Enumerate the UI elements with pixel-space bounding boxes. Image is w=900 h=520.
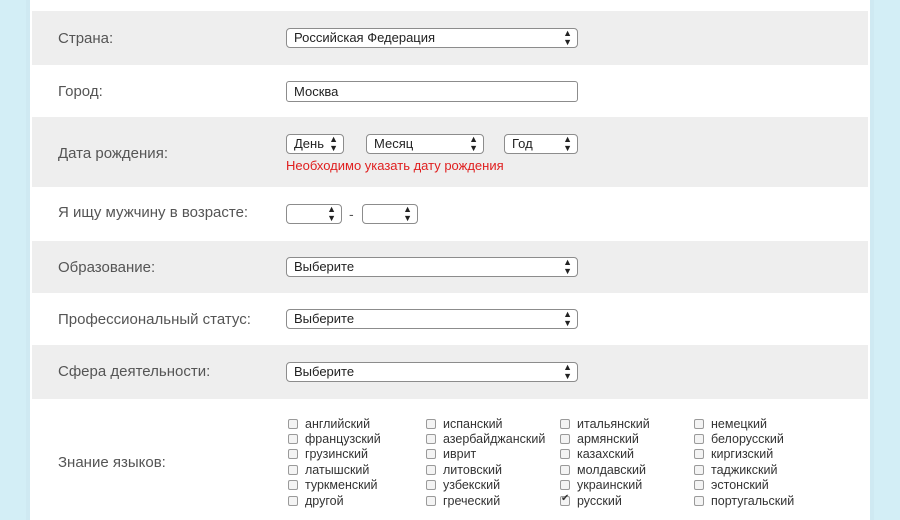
language-option[interactable] [560,478,642,493]
birth-year-select[interactable] [504,134,578,154]
languages-label: Знание языков: [58,454,166,471]
checkbox-icon[interactable] [560,434,570,444]
language-option-label: греческий [443,493,501,508]
birth-day-select[interactable] [286,134,344,154]
checkbox-icon[interactable] [426,465,436,475]
checkbox-icon[interactable] [426,496,436,506]
checkbox-icon[interactable] [288,465,298,475]
checkbox-icon[interactable] [288,449,298,459]
language-option[interactable] [426,462,502,477]
age-range-separator: - [349,206,354,222]
language-option[interactable] [560,416,650,431]
updown-arrows-icon: ▲ ▼ [403,204,412,223]
checkbox-icon[interactable] [426,480,436,490]
language-option-label: туркменский [305,478,378,493]
seeking-age-label: Я ищу мужчину в возрасте: [58,204,249,221]
language-option[interactable] [694,431,784,446]
language-option[interactable] [288,431,381,446]
language-option[interactable] [694,493,794,508]
language-option-label: французский [305,431,381,446]
checkbox-icon[interactable] [288,480,298,490]
checkbox-icon[interactable] [694,480,704,490]
city-input-value: Москва [294,84,339,99]
language-option-label: английский [305,416,371,431]
checkbox-icon[interactable] [426,434,436,444]
language-option[interactable] [426,493,500,508]
sphere-label: Сфера деятельности: [58,363,211,380]
row-city [32,65,868,117]
profession-select[interactable] [286,309,578,329]
row-profession [32,293,868,345]
updown-arrows-icon: ▲ ▼ [469,134,478,153]
birth-month-select[interactable] [366,134,484,154]
language-option[interactable] [560,431,639,446]
language-option[interactable] [426,478,500,493]
checkbox-icon[interactable] [426,449,436,459]
language-option[interactable] [694,478,769,493]
language-option-label: грузинский [305,447,368,462]
language-option-label: испанский [443,416,503,431]
country-select-value: Российская Федерация [294,30,436,45]
updown-arrows-icon: ▲ ▼ [563,28,572,47]
language-option[interactable] [694,447,773,462]
checkbox-icon[interactable] [694,434,704,444]
country-select[interactable] [286,28,578,48]
birth-year-value: Год [512,136,533,151]
checkbox-icon[interactable] [694,465,704,475]
updown-arrows-icon: ▲ ▼ [563,134,572,153]
page-edge-right [870,0,874,520]
language-option-label: киргизский [711,447,774,462]
language-option-label: украинский [577,478,643,493]
sphere-select-value: Выберите [294,364,355,379]
profession-label: Профессиональный статус: [58,311,251,328]
language-option-label: другой [305,493,344,508]
row-country [32,11,868,65]
city-label: Город: [58,83,103,100]
language-option[interactable] [560,462,646,477]
updown-arrows-icon: ▲ ▼ [563,309,572,328]
birth-day-value: День [294,136,324,151]
row-education [32,241,868,293]
row-sphere [32,345,868,399]
updown-arrows-icon: ▲ ▼ [563,257,572,276]
checkbox-icon[interactable] [694,419,704,429]
checkbox-icon[interactable] [560,449,570,459]
language-option[interactable] [426,416,503,431]
checkbox-icon[interactable] [560,419,570,429]
profile-form [30,0,870,520]
language-option-label: латышский [305,462,370,477]
sphere-select[interactable] [286,362,578,382]
checkbox-icon[interactable] [694,449,704,459]
profession-select-value: Выберите [294,311,355,326]
language-option-label: таджикский [711,462,778,477]
checkbox-icon[interactable] [560,480,570,490]
age-to-select[interactable] [362,204,418,224]
birthdate-label: Дата рождения: [58,145,168,162]
education-select[interactable] [286,257,578,277]
language-option-label: белорусский [711,431,784,446]
birth-month-value: Месяц [374,136,414,151]
language-option-label: азербайджанский [443,431,546,446]
language-option[interactable] [560,493,622,508]
language-option[interactable] [694,462,777,477]
language-option[interactable] [288,416,370,431]
language-option-label: узбекский [443,478,501,493]
checkbox-icon[interactable] [288,419,298,429]
language-option-label: иврит [443,447,477,462]
language-option[interactable] [426,447,476,462]
checkbox-checked-icon[interactable] [560,496,570,506]
language-option-label: молдавский [577,462,646,477]
row-birthdate [32,117,868,187]
checkbox-icon[interactable] [560,465,570,475]
checkbox-icon[interactable] [288,434,298,444]
checkbox-icon[interactable] [426,419,436,429]
birthdate-error: Необходимо указать дату рождения [286,158,504,173]
language-option-label: эстонский [711,478,769,493]
updown-arrows-icon: ▲ ▼ [329,134,338,153]
language-option[interactable] [288,447,368,462]
checkbox-icon[interactable] [288,496,298,506]
education-label: Образование: [58,259,156,276]
age-from-select[interactable] [286,204,342,224]
language-option[interactable] [694,416,767,431]
updown-arrows-icon: ▲ ▼ [327,204,336,223]
language-option-label: португальский [711,493,795,508]
language-option[interactable] [288,462,369,477]
language-option[interactable] [288,493,344,508]
language-option-label: итальянский [577,416,650,431]
city-input[interactable] [286,81,578,102]
language-option-label: русский [577,493,622,508]
language-option[interactable] [426,431,545,446]
language-option-label: немецкий [711,416,767,431]
checkbox-icon[interactable] [694,496,704,506]
language-option-label: казахский [577,447,635,462]
language-option[interactable] [560,447,634,462]
language-option-label: литовский [443,462,502,477]
updown-arrows-icon: ▲ ▼ [563,362,572,381]
row-languages [32,399,868,520]
country-label: Страна: [58,30,114,47]
education-select-value: Выберите [294,259,355,274]
language-option-label: армянский [577,431,639,446]
language-option[interactable] [288,478,378,493]
row-seeking-age [32,187,868,241]
